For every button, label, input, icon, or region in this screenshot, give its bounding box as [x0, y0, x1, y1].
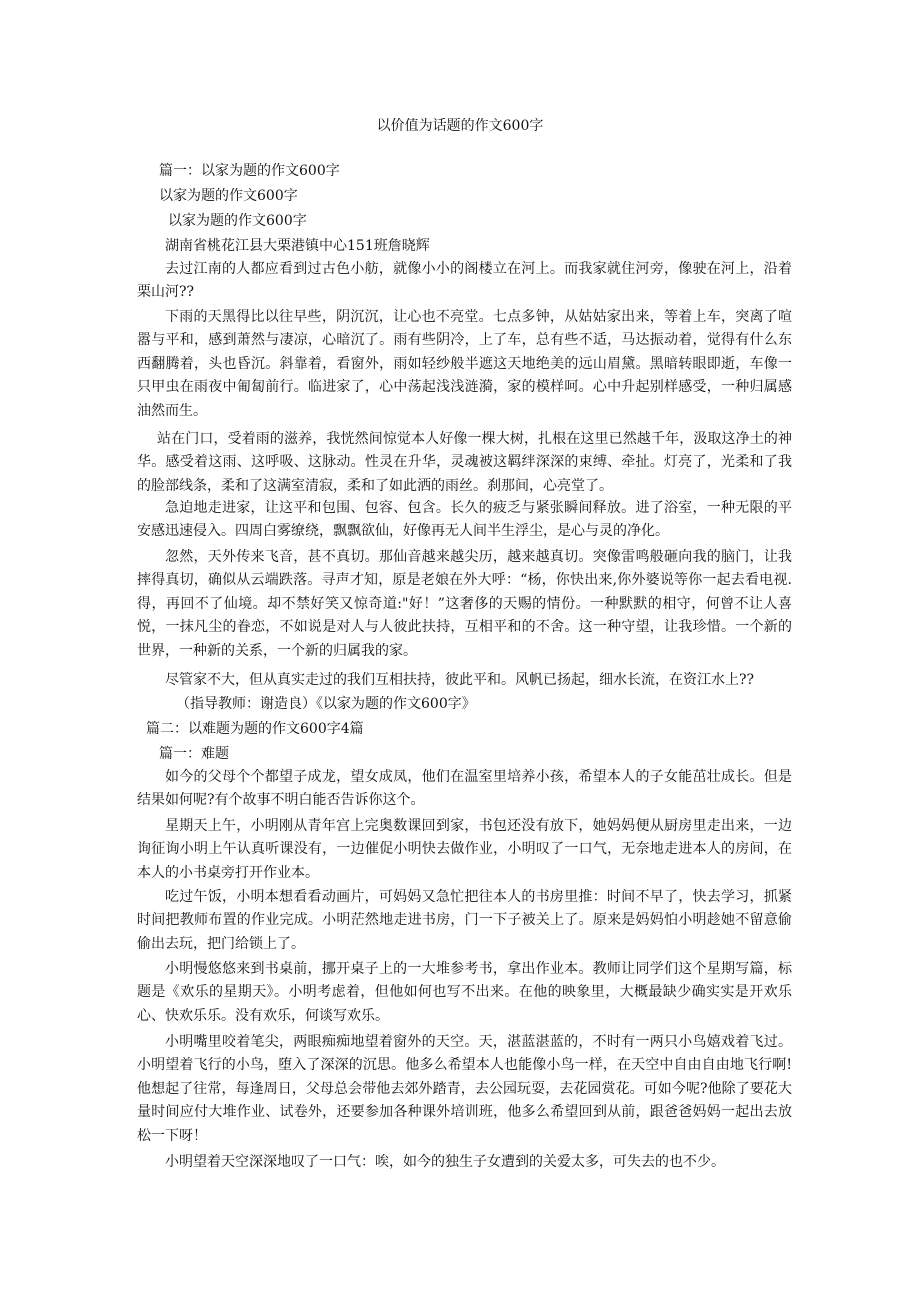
- section-heading-2: 篇二：以难题为题的作文600字4篇: [146, 721, 364, 737]
- paragraph: 站在门口，受着雨的滋养，我恍然间惊觉本人好像一棵大树，扎根在这里已然越千年，汲取这净土的神华。感受着这雨、这呼吸、这脉动。性灵在升华，灵魂被这羁绊深深的束缚、牵扯。灯亮了，光柔和了我的脸部线条，柔和了这满室清寂，柔和了如此洒的雨丝。刹那间，心亮堂了。: [137, 431, 792, 494]
- document-title: 以价值为话题的作文600字: [376, 118, 544, 134]
- paragraph: 忽然，天外传来飞音，甚不真切。那仙音越来越尖历，越来越真切。突像雷鸣般砸向我的脑门，让我摔得真切，确似从云端跌落。寻声才知，原是老娘在外大呼：“杨，你快出来,你外婆说等你一起去看电视.得，再回不了仙境。却不禁好笑又惊奇道:"好！”这奢侈的天赐的情份。一种默默的相守，何曾不让人喜悦，一抹凡尘的眷恋，不如说是对人与人彼此扶持，互相平和的不舍。这一种守望，让我珍惜。一个新的世界，一种新的关系，一个新的归属我的家。: [137, 549, 792, 659]
- author-line: 湖南省桃花江县大栗港镇中心151班詹晓辉: [165, 238, 430, 254]
- section-heading-1: 篇一：以家为题的作文600字: [159, 163, 340, 179]
- teacher-note: （指导教师：谢造良）《以家为题的作文600字》: [176, 696, 476, 712]
- paragraph: 小明望着天空深深地叹了一口气：唉，如今的独生子女遭到的关爱太多，可失去的也不少。: [165, 1154, 725, 1170]
- paragraph: 尽管家不大，但从真实走过的我们互相扶持，彼此平和。风帆已扬起，细水长流，在资江水上??: [165, 672, 755, 688]
- paragraph: 急迫地走进家，让这平和包围、包容、包含。长久的疲乏与紧张瞬间释放。进了浴室，一种无限的平安感迅速侵入。四周白雾缭绕，飘飘欲仙，好像再无人间半生浮尘，是心与灵的净化。: [137, 500, 792, 540]
- paragraph: 小明嘴里咬着笔尖，两眼痴痴地望着窗外的天空。天，湛蓝湛蓝的，不时有一两只小鸟嬉戏着飞过。小明望着飞行的小鸟，堕入了深深的沉思。他多么希望本人也能像小鸟一样，在天空中自由自由地飞行啊!他想起了往常，每逢周日，父母总会带他去郊外踏青，去公园玩耍，去花园赏花。可如今呢?他除了要花大量时间应付大堆作业、试卷外，还要参加各种课外培训班，他多么希望回到从前，跟爸爸妈妈一起出去放松一下呀！: [137, 1034, 792, 1144]
- paragraph: 吃过午饭，小明本想看看动画片，可妈妈又急忙把往本人的书房里推：时间不早了，快去学习，抓紧时间把教师布置的作业完成。小明茫然地走进书房，门一下子被关上了。原来是妈妈怕小明趁她不留意偷偷出去玩，把门给锁上了。: [137, 889, 792, 952]
- paragraph: 去过江南的人都应看到过古色小舫，就像小小的阁楼立在河上。而我家就住河旁，像驶在河上，沿着栗山河??: [137, 261, 792, 301]
- subheading: 篇一：难题: [159, 746, 229, 762]
- paragraph: 小明慢悠悠来到书桌前，挪开桌子上的一大堆参考书，拿出作业本。教师让同学们这个星期写篇，标题是《欢乐的星期天》。小明考虑着，但他如何也写不出来。在他的映象里，大概最缺少确实实是开欢乐心、快欢乐乐。没有欢乐，何谈写欢乐。: [137, 961, 792, 1024]
- paragraph: 下雨的天黑得比以往早些，阴沉沉，让心也不亮堂。七点多钟，从姑姑家出来，等着上车，突离了喧嚣与平和，感到萧然与凄凉，心暗沉了。雨有些阴冷，上了车，总有些不适，马达振动着，觉得有什么东西翻腾着，头也昏沉。斜靠着，看窗外，雨如轻纱般半遮这天地绝美的远山眉黛。黑暗转眼即逝，车像一只甲虫在雨夜中匍匐前行。临进家了，心中荡起浅浅涟漪，家的模样呵。心中升起别样感受，一种归属感油然而生。: [137, 309, 792, 419]
- paragraph: 如今的父母个个都望子成龙，望女成凤，他们在温室里培养小孩，希望本人的子女能茁壮成长。但是结果如何呢?有个故事不明白能否告诉你这个。: [137, 769, 792, 809]
- paragraph: 星期天上午，小明刚从青年宫上完奥数课回到家，书包还没有放下，她妈妈便从厨房里走出来，一边询征询小明上午认真听课没有，一边催促小明快去做作业，小明叹了一口气，无奈地走进本人的房间，在本人的小书桌旁打开作业本。: [137, 818, 792, 881]
- essay-title: 以家为题的作文600字: [168, 213, 307, 229]
- subheading: 以家为题的作文600字: [159, 188, 298, 204]
